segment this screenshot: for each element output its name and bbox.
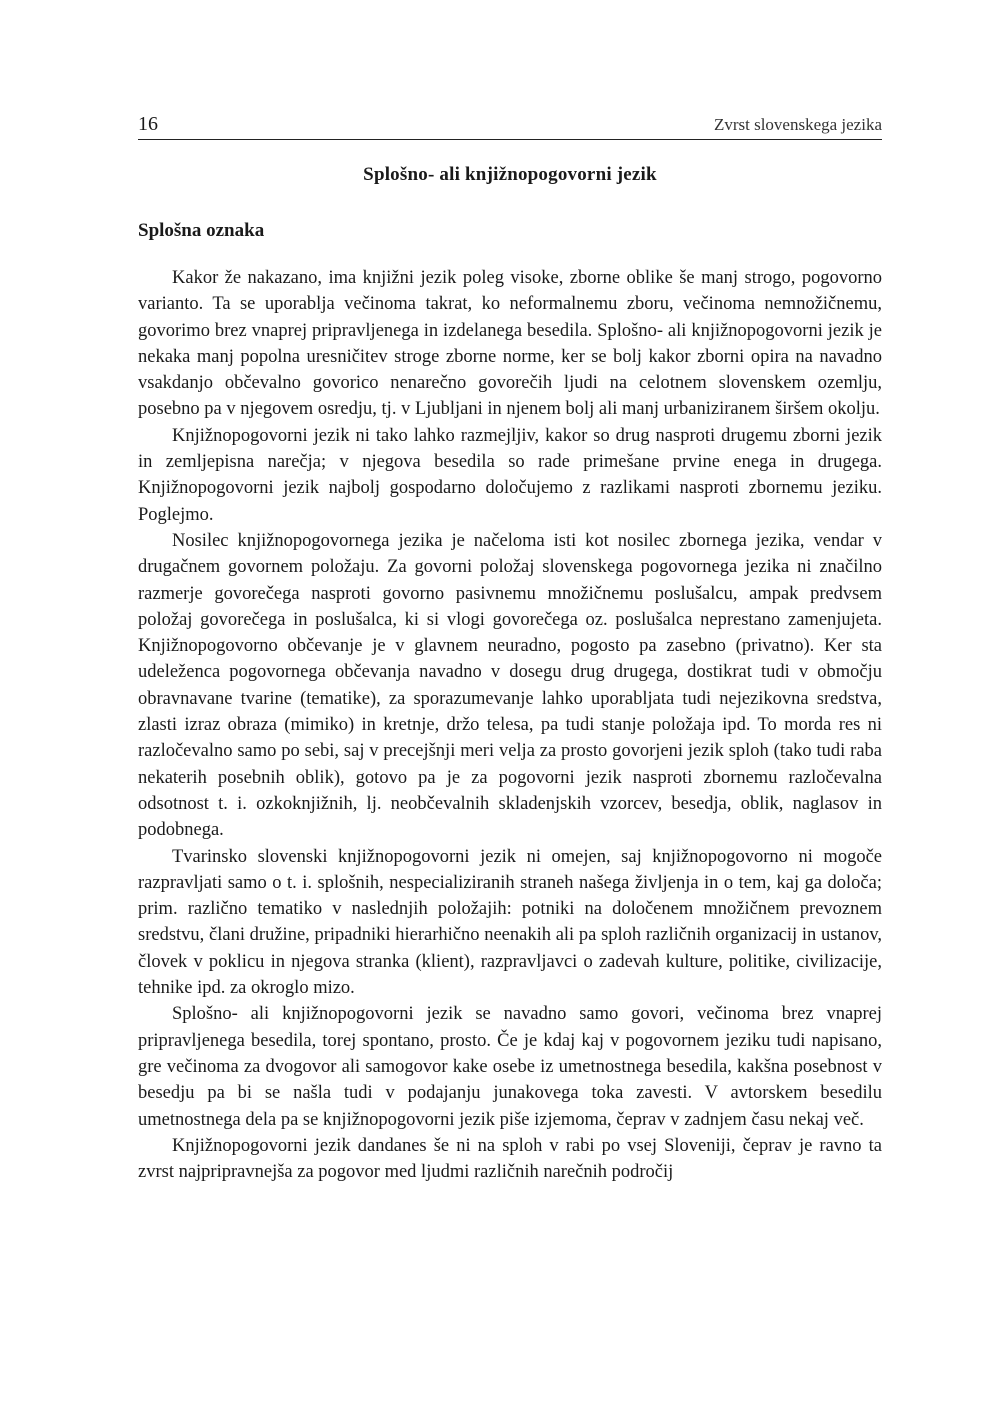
chapter-title: Splošno- ali knjižnopogovorni jezik: [363, 164, 657, 185]
paragraph: Splošno- ali knjižnopogovorni jezik se navadno samo govori, večinoma brez vnaprej pripravljenega besedila, torej spontano, prosto. Če je kdaj kaj v pogovornem jeziku tudi napisano, gre večinoma za dvogovor ali samogovor kake osebe iz umetnostnega besedila, kakšna posebnost v besedju pa bi se našla tudi v podajanju junakovega toka zavesti. V avtorskem besedilu umetnostnega dela pa se knjižnopogovorni jezik piše izjemoma, čeprav v zadnjem času nekaj več.: [138, 1004, 882, 1130]
running-title: Zvrst slovenskega jezika: [713, 115, 882, 134]
body-text: [138, 265, 882, 1185]
paragraph: Tvarinsko slovenski knjižnopogovorni jezik ni omejen, saj knjižnopogovorno ni mogoče razpravljati samo o t. i. splošnih, nespecializiranih straneh našega življenja in o tem, kaj ga določa; prim. različno tematiko v naslednjih položajih: potniki na določenem množičnem prevoznem sredstvu, člani družine, pripadniki hierarhično neenakih ali pa sploh različnih organizacij in ustanov, človek v poklicu in njegova stranka (klient), razpravljavci o zadevah kulture, politike, civilizacije, tehnike ipd. za okroglo mizo.: [138, 846, 882, 999]
paragraph: Nosilec knjižnopogovornega jezika je načeloma isti kot nosilec zbornega jezika, vendar v drugačnem govornem položaju. Za govorni položaj slovenskega pogovornega jezika ni značilno razmerje govorečega nasproti govorno pasivnemu množičnemu poslušalcu, ampak predvsem položaj govorečega in poslušalca, ki si vlogi govorečega oz. poslušalca neprestano zamenjujeta. Knjižnopogovorno občevanje je v glavnem neuradno, pogosto pa zasebno (privatno). Ker sta udeleženca pogovornega občevanja navadno v dosegu drug drugega, dostikrat tudi v območju obravnavane tvarine (tematike), za sporazumevanje lahko uporabljata tudi nejezikovna sredstva, zlasti izraz obraza (mimiko) in kretnje, držo telesa, pa tudi stanje položaja ipd. To morda res ni razločevalno samo po sebi, saj v precejšnji meri velja za prosto govorjeni jezik sploh (tako tudi raba nekaterih posebnih oblik), gotovo pa je za pogovorni jezik nasproti zbornemu razločevalna odsotnost t. i. ozkoknjižnih, lj. neobčevalnih skladenjskih vzorcev, besedja, oblik, naglasov in podobnega.: [138, 530, 882, 841]
paragraph: Knjižnopogovorni jezik dandanes še ni na sploh v rabi po vsej Sloveniji, čeprav je ravno ta zvrst najpripravnejša za pogovor med ljudmi različnih narečnih področij: [138, 1135, 882, 1183]
page-number: 16: [138, 113, 158, 135]
paragraph: Kakor že nakazano, ima knjižni jezik poleg visoke, zborne oblike še manj strogo, pogovorno varianto. Ta se uporablja večinoma takrat, ko neformalnemu zboru, večinoma nemnožičnemu, govorimo brez vnaprej pripravljenega in izdelanega besedila. Splošno- ali knjižnopogovorni jezik je nekaka manj popolna uresničitev stroge zborne norme, ker se bolj kakor zborni opira na navadno vsakdanjo občevalno govorico nenarečno govorečih ljudi na celotnem slovenskem ozemlju, posebno pa v njegovem osredju, tj. v Ljubljani in njenem bolj ali manj urbaniziranem širšem okolju.: [138, 268, 882, 420]
running-header: [138, 112, 882, 140]
paragraph: Knjižnopogovorni jezik ni tako lahko razmejljiv, kakor so drug nasproti drugemu zborni jezik in zemljepisna narečja; v njegova besedila so rade primešane prvine enega in drugega. Knjižnopogovorni jezik najbolj gospodarno določujemo z razlikami nasproti zbornemu jeziku. Poglejmo.: [138, 425, 882, 525]
document-page: [138, 112, 882, 1185]
section-heading: Splošna oznaka: [138, 220, 265, 241]
